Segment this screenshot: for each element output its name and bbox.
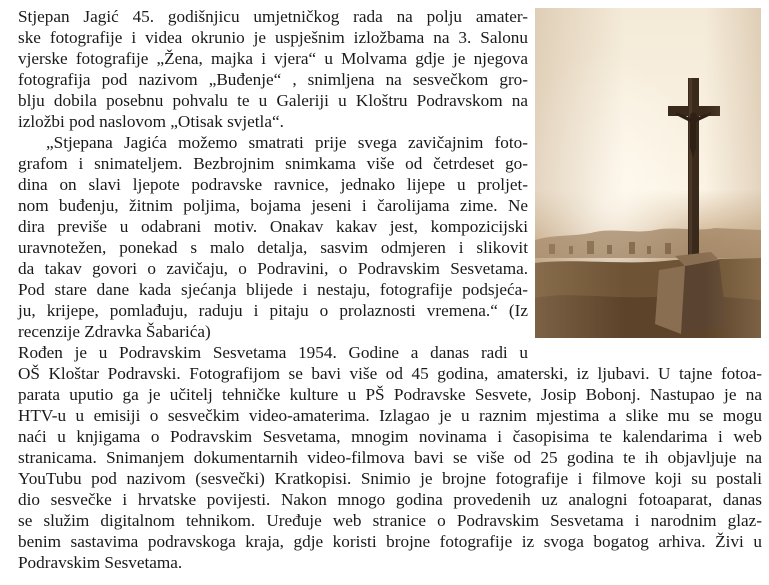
text-line: YouTubu pod nazivom (sesvečki) Kratkopisi. Snimio je brojne fotografije i filmove koji su postali bbox=[18, 469, 762, 488]
text-line: „Stjepana Jagića možemo smatrati prije svega zavičajnim foto- bbox=[46, 133, 528, 152]
cross-photo-graphic bbox=[535, 8, 761, 338]
text-line: dina on slavi ljepote podravske ravnice, jednako lijepe u proljet- bbox=[18, 175, 528, 194]
text-line: HTV-u u emisiji o sesvečkim video-amaterima. Izlagao je u raznim mjestima a slike mu se mogu bbox=[18, 406, 762, 425]
text-line: nom buđenju, žitnim poljima, bojama jeseni i čarolijama zime. Ne bbox=[18, 196, 528, 215]
text-line: vjerske fotografije „Žena, majka i vjera“ u Molvama gdje je njegova bbox=[18, 49, 528, 68]
text-line: Stjepan Jagić 45. godišnjicu umjetničkog rada na polju amater- bbox=[18, 7, 528, 26]
text-line: fotografija pod nazivom „Buđenje“ , snimljena na sesvečkom gro- bbox=[18, 70, 528, 89]
text-line: Pod stare dane kada sjećanja blijede i nestaju, fotografije podsjeća- bbox=[18, 280, 528, 299]
text-line: naći u knjigama o Podravskim Sesvetama, mnogim novinama i časopisima te kalendarima i web bbox=[18, 427, 762, 446]
text-line: dira previše u odabrani motiv. Onakav kakav jest, kompozicijski bbox=[18, 217, 528, 236]
text-line: ske fotografije i videa okrunio je uspješnim izložbama na 3. Salonu bbox=[18, 28, 528, 47]
text-line: Podravskim Sesvetama. bbox=[18, 553, 183, 572]
cemetery-cross-photo bbox=[535, 8, 761, 338]
text-line: izložbi pod naslovom „Otisak svjetla“. bbox=[18, 112, 284, 131]
text-line: stranicama. Snimanjem dokumentarnih video-filmova bavi se više od 25 godina te ih objavljuje na bbox=[18, 448, 762, 467]
text-line: grafom i snimateljem. Bezbrojnim snimkama više od četrdeset go- bbox=[18, 154, 528, 173]
photo-vignette bbox=[535, 8, 761, 338]
text-line: parata uputio ga je učitelj tehničke kulture u PŠ Podravske Sesvete, Josip Bobonj. Nastupao je na bbox=[18, 385, 762, 404]
text-line: ju, krijepe, pomlađuju, raduju i pitaju o prolaznosti vremena.“ (Iz bbox=[18, 301, 528, 320]
text-line: blju dobila posebnu pohvalu te u Galeriji u Kloštru Podravskom na bbox=[18, 91, 528, 110]
text-line: se služim digitalnom tehnikom. Uređuje web stranice o Podravskim Sesvetama i narodnim glaz- bbox=[18, 511, 762, 530]
text-line: benim sastavima podravskoga kraja, gdje koristi brojne fotografije iz svoga bogatog arhiva. Živi u bbox=[18, 532, 762, 551]
text-line: recenzije Zdravka Šabarića) bbox=[18, 322, 211, 341]
text-line: da takav govori o zavičaju, o Podravini, o Podravskim Sesvetama. bbox=[18, 259, 528, 278]
text-line: OŠ Kloštar Podravski. Fotografijom se bavi više od 45 godina, amaterski, iz ljubavi. U tajne fotoa- bbox=[18, 364, 762, 383]
text-line: Rođen je u Podravskim Sesvetama 1954. Godine a danas radi u bbox=[18, 343, 528, 362]
text-line: dio sesvečke i hrvatske povijesti. Nakon mnogo godina provedenih uz analogni fotoaparat, danas bbox=[18, 490, 762, 509]
text-line: uravnotežen, ponekad s malo detalja, sasvim odmjeren i slikovit bbox=[18, 238, 528, 257]
